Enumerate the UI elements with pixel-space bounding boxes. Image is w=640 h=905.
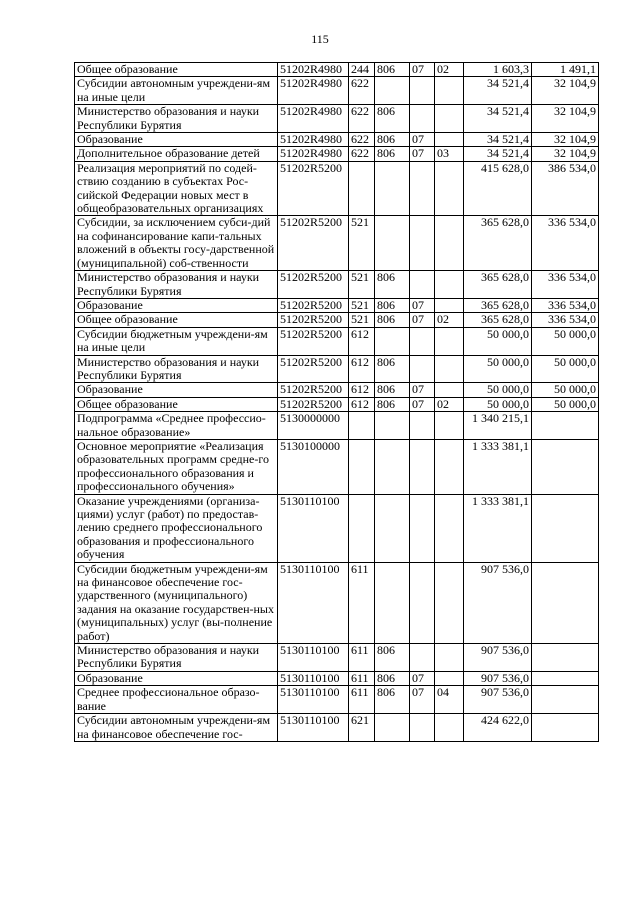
subsection-code-cell xyxy=(435,714,464,742)
expense-type-cell: 521 xyxy=(349,298,375,312)
expense-type-cell: 612 xyxy=(349,383,375,397)
amount-year1-cell: 907 536,0 xyxy=(464,671,532,685)
department-code-cell: 806 xyxy=(375,271,410,299)
table-row xyxy=(75,562,599,643)
amount-year1-cell: 365 628,0 xyxy=(464,313,532,327)
row-name-cell: Субсидии, за исключением субси-дий на софинансирование капи-тальных вложений в объекты госу-дарственной (муниципальной) соб-ственности xyxy=(75,216,278,271)
subsection-code-cell: 03 xyxy=(435,147,464,161)
target-article-code-cell: 51202R4980 xyxy=(278,147,349,161)
row-name-cell: Общее образование xyxy=(75,63,278,77)
row-name-cell: Реализация мероприятий по содей-ствию созданию в субъектах Рос-сийской Федерации новых мест в общеобразовательных организациях xyxy=(75,161,278,216)
department-code-cell: 806 xyxy=(375,644,410,672)
subsection-code-cell xyxy=(435,271,464,299)
expense-type-cell: 612 xyxy=(349,327,375,355)
row-name-cell: Министерство образования и науки Республики Бурятия xyxy=(75,271,278,299)
expense-type-cell: 611 xyxy=(349,671,375,685)
department-code-cell xyxy=(375,562,410,643)
subsection-code-cell xyxy=(435,383,464,397)
expense-type-cell: 244 xyxy=(349,63,375,77)
department-code-cell xyxy=(375,439,410,494)
amount-year2-cell: 50 000,0 xyxy=(532,327,599,355)
page-number: 115 xyxy=(311,32,329,46)
row-name-cell: Образование xyxy=(75,671,278,685)
section-code-cell xyxy=(410,644,435,672)
target-article-code-cell: 5130100000 xyxy=(278,439,349,494)
amount-year2-cell xyxy=(532,644,599,672)
subsection-code-cell xyxy=(435,494,464,562)
table-row xyxy=(75,671,599,685)
section-code-cell xyxy=(410,412,435,440)
amount-year1-cell: 1 340 215,1 xyxy=(464,412,532,440)
table-row xyxy=(75,63,599,77)
table-row xyxy=(75,271,599,299)
department-code-cell xyxy=(375,714,410,742)
subsection-code-cell: 02 xyxy=(435,313,464,327)
subsection-code-cell xyxy=(435,644,464,672)
target-article-code-cell: 51202R4980 xyxy=(278,105,349,133)
section-code-cell xyxy=(410,216,435,271)
row-name-cell: Образование xyxy=(75,133,278,147)
department-code-cell xyxy=(375,412,410,440)
expense-type-cell: 521 xyxy=(349,216,375,271)
department-code-cell: 806 xyxy=(375,298,410,312)
department-code-cell: 806 xyxy=(375,397,410,411)
subsection-code-cell xyxy=(435,671,464,685)
amount-year2-cell: 336 534,0 xyxy=(532,216,599,271)
expense-type-cell: 622 xyxy=(349,77,375,105)
amount-year1-cell: 415 628,0 xyxy=(464,161,532,216)
amount-year2-cell: 1 491,1 xyxy=(532,63,599,77)
department-code-cell: 806 xyxy=(375,686,410,714)
section-code-cell: 07 xyxy=(410,383,435,397)
amount-year2-cell: 50 000,0 xyxy=(532,397,599,411)
amount-year2-cell: 50 000,0 xyxy=(532,355,599,383)
row-name-cell: Министерство образования и науки Республики Бурятия xyxy=(75,644,278,672)
row-name-cell: Оказание учреждениями (организа-циями) услуг (работ) по предостав-лению среднего профессионального образования и профессионального обучения xyxy=(75,494,278,562)
expense-type-cell: 611 xyxy=(349,686,375,714)
amount-year1-cell: 365 628,0 xyxy=(464,271,532,299)
amount-year1-cell: 1 333 381,1 xyxy=(464,494,532,562)
section-code-cell xyxy=(410,161,435,216)
amount-year1-cell: 34 521,4 xyxy=(464,133,532,147)
table-row xyxy=(75,397,599,411)
section-code-cell: 07 xyxy=(410,397,435,411)
amount-year2-cell: 50 000,0 xyxy=(532,383,599,397)
department-code-cell: 806 xyxy=(375,147,410,161)
target-article-code-cell: 51202R5200 xyxy=(278,327,349,355)
row-name-cell: Дополнительное образование детей xyxy=(75,147,278,161)
subsection-code-cell xyxy=(435,412,464,440)
row-name-cell: Общее образование xyxy=(75,313,278,327)
department-code-cell: 806 xyxy=(375,383,410,397)
amount-year2-cell: 386 534,0 xyxy=(532,161,599,216)
row-name-cell: Среднее профессиональное образо-вание xyxy=(75,686,278,714)
table-row xyxy=(75,216,599,271)
target-article-code-cell: 5130000000 xyxy=(278,412,349,440)
target-article-code-cell: 51202R5200 xyxy=(278,271,349,299)
table-row xyxy=(75,355,599,383)
target-article-code-cell: 5130110100 xyxy=(278,671,349,685)
department-code-cell xyxy=(375,77,410,105)
subsection-code-cell xyxy=(435,298,464,312)
subsection-code-cell xyxy=(435,439,464,494)
department-code-cell xyxy=(375,327,410,355)
target-article-code-cell: 51202R5200 xyxy=(278,397,349,411)
department-code-cell: 806 xyxy=(375,313,410,327)
amount-year2-cell xyxy=(532,686,599,714)
section-code-cell: 07 xyxy=(410,133,435,147)
amount-year1-cell: 907 536,0 xyxy=(464,686,532,714)
subsection-code-cell xyxy=(435,161,464,216)
subsection-code-cell xyxy=(435,77,464,105)
table-row xyxy=(75,327,599,355)
table-row xyxy=(75,133,599,147)
section-code-cell xyxy=(410,494,435,562)
amount-year1-cell: 34 521,4 xyxy=(464,147,532,161)
table-row xyxy=(75,686,599,714)
row-name-cell: Министерство образования и науки Республики Бурятия xyxy=(75,355,278,383)
target-article-code-cell: 5130110100 xyxy=(278,562,349,643)
section-code-cell xyxy=(410,77,435,105)
expense-type-cell: 622 xyxy=(349,147,375,161)
subsection-code-cell xyxy=(435,105,464,133)
target-article-code-cell: 5130110100 xyxy=(278,714,349,742)
department-code-cell: 806 xyxy=(375,671,410,685)
table-row xyxy=(75,77,599,105)
expense-type-cell: 611 xyxy=(349,644,375,672)
amount-year1-cell: 34 521,4 xyxy=(464,77,532,105)
section-code-cell: 07 xyxy=(410,63,435,77)
subsection-code-cell xyxy=(435,327,464,355)
subsection-code-cell xyxy=(435,562,464,643)
department-code-cell xyxy=(375,216,410,271)
table-row xyxy=(75,147,599,161)
section-code-cell xyxy=(410,355,435,383)
amount-year2-cell: 32 104,9 xyxy=(532,77,599,105)
expense-type-cell: 621 xyxy=(349,714,375,742)
section-code-cell xyxy=(410,105,435,133)
target-article-code-cell: 51202R5200 xyxy=(278,216,349,271)
department-code-cell: 806 xyxy=(375,63,410,77)
department-code-cell: 806 xyxy=(375,355,410,383)
row-name-cell: Субсидии бюджетным учреждени-ям на финансовое обеспечение гос-ударственного (муниципального) задания на оказание государствен-ных (муниципальных) услуг (вы-полнение работ) xyxy=(75,562,278,643)
amount-year1-cell: 34 521,4 xyxy=(464,105,532,133)
amount-year1-cell: 424 622,0 xyxy=(464,714,532,742)
section-code-cell: 07 xyxy=(410,313,435,327)
expense-type-cell xyxy=(349,161,375,216)
amount-year1-cell: 1 333 381,1 xyxy=(464,439,532,494)
expense-type-cell: 622 xyxy=(349,133,375,147)
target-article-code-cell: 5130110100 xyxy=(278,686,349,714)
section-code-cell xyxy=(410,271,435,299)
department-code-cell: 806 xyxy=(375,133,410,147)
subsection-code-cell xyxy=(435,216,464,271)
subsection-code-cell xyxy=(435,133,464,147)
row-name-cell: Образование xyxy=(75,383,278,397)
section-code-cell xyxy=(410,439,435,494)
department-code-cell xyxy=(375,494,410,562)
section-code-cell: 07 xyxy=(410,671,435,685)
table-row xyxy=(75,714,599,742)
amount-year1-cell: 365 628,0 xyxy=(464,216,532,271)
section-code-cell xyxy=(410,562,435,643)
subsection-code-cell: 02 xyxy=(435,397,464,411)
target-article-code-cell: 51202R5200 xyxy=(278,298,349,312)
amount-year2-cell xyxy=(532,562,599,643)
table-row xyxy=(75,439,599,494)
department-code-cell xyxy=(375,161,410,216)
amount-year2-cell: 336 534,0 xyxy=(532,271,599,299)
table-row xyxy=(75,494,599,562)
section-code-cell: 07 xyxy=(410,298,435,312)
amount-year1-cell: 1 603,3 xyxy=(464,63,532,77)
amount-year2-cell: 336 534,0 xyxy=(532,298,599,312)
amount-year2-cell xyxy=(532,439,599,494)
target-article-code-cell: 51202R5200 xyxy=(278,383,349,397)
target-article-code-cell: 5130110100 xyxy=(278,494,349,562)
amount-year2-cell: 32 104,9 xyxy=(532,147,599,161)
amount-year2-cell: 32 104,9 xyxy=(532,105,599,133)
table-row xyxy=(75,644,599,672)
amount-year2-cell xyxy=(532,494,599,562)
amount-year1-cell: 50 000,0 xyxy=(464,355,532,383)
row-name-cell: Подпрограмма «Среднее профессио-нальное образование» xyxy=(75,412,278,440)
amount-year1-cell: 907 536,0 xyxy=(464,562,532,643)
row-name-cell: Образование xyxy=(75,298,278,312)
row-name-cell: Общее образование xyxy=(75,397,278,411)
expense-type-cell: 622 xyxy=(349,105,375,133)
row-name-cell: Субсидии автономным учреждени-ям на финансовое обеспечение гос- xyxy=(75,714,278,742)
section-code-cell: 07 xyxy=(410,147,435,161)
expense-type-cell xyxy=(349,494,375,562)
table-row xyxy=(75,298,599,312)
amount-year1-cell: 365 628,0 xyxy=(464,298,532,312)
expense-type-cell: 611 xyxy=(349,562,375,643)
table-row xyxy=(75,412,599,440)
subsection-code-cell: 04 xyxy=(435,686,464,714)
section-code-cell: 07 xyxy=(410,686,435,714)
amount-year2-cell: 32 104,9 xyxy=(532,133,599,147)
target-article-code-cell: 51202R5200 xyxy=(278,161,349,216)
subsection-code-cell xyxy=(435,355,464,383)
row-name-cell: Субсидии автономным учреждени-ям на иные цели xyxy=(75,77,278,105)
amount-year1-cell: 50 000,0 xyxy=(464,327,532,355)
expense-type-cell: 521 xyxy=(349,313,375,327)
amount-year2-cell xyxy=(532,671,599,685)
amount-year2-cell xyxy=(532,714,599,742)
expense-type-cell xyxy=(349,439,375,494)
target-article-code-cell: 51202R4980 xyxy=(278,63,349,77)
row-name-cell: Министерство образования и науки Республики Бурятия xyxy=(75,105,278,133)
amount-year1-cell: 907 536,0 xyxy=(464,644,532,672)
subsection-code-cell: 02 xyxy=(435,63,464,77)
row-name-cell: Субсидии бюджетным учреждени-ям на иные цели xyxy=(75,327,278,355)
amount-year1-cell: 50 000,0 xyxy=(464,383,532,397)
table-row xyxy=(75,105,599,133)
amount-year2-cell xyxy=(532,412,599,440)
target-article-code-cell: 51202R4980 xyxy=(278,133,349,147)
target-article-code-cell: 51202R4980 xyxy=(278,77,349,105)
target-article-code-cell: 51202R5200 xyxy=(278,355,349,383)
table-body xyxy=(75,63,599,742)
section-code-cell xyxy=(410,327,435,355)
table-row xyxy=(75,161,599,216)
target-article-code-cell: 5130110100 xyxy=(278,644,349,672)
expense-type-cell xyxy=(349,412,375,440)
row-name-cell: Основное мероприятие «Реализация образовательных программ средне-го профессионального образования и профессионального обучения» xyxy=(75,439,278,494)
amount-year1-cell: 50 000,0 xyxy=(464,397,532,411)
expense-type-cell: 612 xyxy=(349,397,375,411)
target-article-code-cell: 51202R5200 xyxy=(278,313,349,327)
budget-table xyxy=(74,62,599,742)
table-row xyxy=(75,383,599,397)
section-code-cell xyxy=(410,714,435,742)
expense-type-cell: 521 xyxy=(349,271,375,299)
amount-year2-cell: 336 534,0 xyxy=(532,313,599,327)
department-code-cell: 806 xyxy=(375,105,410,133)
table-row xyxy=(75,313,599,327)
expense-type-cell: 612 xyxy=(349,355,375,383)
